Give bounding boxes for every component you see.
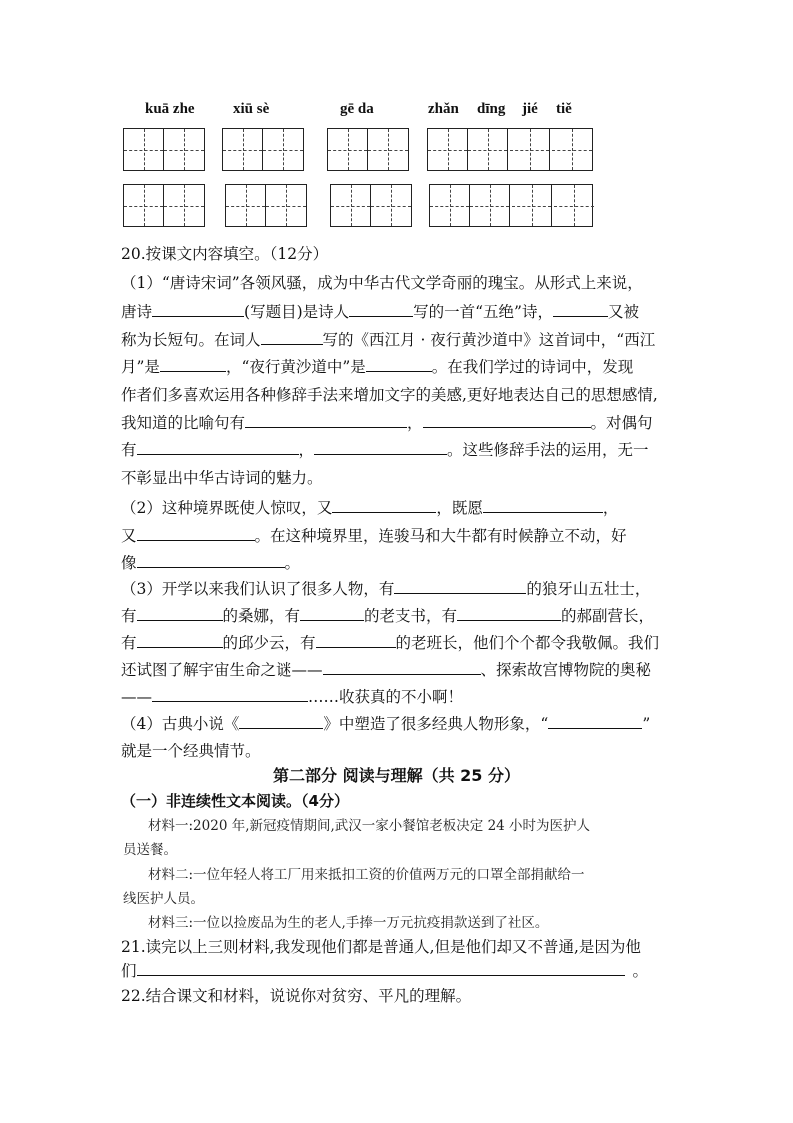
writing-grid[interactable] [225, 184, 307, 227]
writing-grid[interactable] [123, 184, 205, 227]
q22-line: 22.结合课文和材料，说说你对贫穷、平凡的理解。 [121, 987, 472, 1005]
material-3-line1: 材料三:一位以捡废品为生的老人,手捧一万元抗疫捐款送到了社区。 [148, 915, 549, 931]
blank[interactable] [245, 413, 407, 428]
material-2-line1: 材料二:一位年轻人将工厂用来抵扣工资的价值两万元的口罩全部捐献给一 [148, 867, 585, 883]
q20-p1-line7: 有 ， 。这些修辞手法的运用，无一 [121, 441, 649, 459]
q20-p3-line3: 有 的邱少云，有 的老班长，他们个个都令我敬佩。我们 [121, 634, 660, 652]
q20-p3-line1: （3）开学以来我们认识了很多人物，有 的狼牙山五壮士， [121, 580, 651, 598]
blank[interactable] [314, 440, 447, 455]
writing-grid[interactable] [429, 184, 593, 227]
q20-heading: 20.按课文内容填空。（12分） [121, 245, 329, 263]
blank[interactable] [323, 660, 481, 675]
pinyin-tie: tiě [556, 101, 572, 117]
blank[interactable] [349, 302, 413, 317]
q20-p2-line1: （2）这种境界既使人惊叹，又 ，既愿 ， [121, 499, 619, 517]
q20-p1-line2: 唐诗 (写题目)是诗人 写的一首“五绝”诗， 又被 [121, 303, 639, 321]
writing-grid[interactable] [330, 184, 412, 227]
q20-p3-line4: 还试图了解宇宙生命之谜—— 、探索故宫博物院的奥秘 [121, 661, 652, 679]
q20-p4-line2: 就是一个经典情节。 [121, 742, 261, 760]
part2-title: 第二部分 阅读与理解（共 25 分） [273, 766, 520, 785]
blank[interactable] [261, 330, 323, 345]
pinyin-zhan: zhǎn [428, 101, 459, 117]
blank[interactable] [548, 714, 642, 729]
writing-grid[interactable] [222, 128, 304, 171]
blank[interactable] [300, 606, 364, 621]
writing-grid[interactable] [123, 128, 205, 171]
q20-p1-line8: 不彰显出中华古诗词的魅力。 [121, 469, 323, 487]
section1-title: （一）非连续性文本阅读。（4分） [121, 792, 349, 810]
q20-p1-line6: 我知道的比喻句有 ， 。对偶句 [121, 414, 653, 432]
material-1-line1: 材料一:2020 年,新冠疫情期间,武汉一家小餐馆老板决定 24 小时为医护人 [148, 818, 591, 834]
blank[interactable] [152, 302, 244, 317]
q20-p1-line1: （1）“唐诗宋词”各领风骚，成为中华古代文学奇丽的瑰宝。从形式上来说， [121, 274, 643, 292]
q20-p1-line3: 称为长短句。在词人 写的《西江月 · 夜行黄沙道中》这首词中，“西江 [121, 331, 656, 349]
blank[interactable] [160, 357, 226, 372]
pinyin-kua-zhe: kuā zhe [145, 101, 195, 117]
blank[interactable] [332, 498, 436, 513]
pinyin-ge-da: gē da [340, 101, 374, 117]
blank[interactable] [394, 579, 526, 594]
q20-p4-line1: （4）古典小说《 》中塑造了很多经典人物形象，“ ” [121, 715, 651, 733]
blank[interactable] [239, 714, 323, 729]
writing-grid[interactable] [327, 128, 409, 171]
pinyin-ding: dīng [477, 101, 506, 117]
blank[interactable] [137, 526, 255, 541]
material-2-line2: 线医护人员。 [123, 891, 204, 907]
pinyin-xiu-se: xiū sè [233, 101, 270, 117]
q20-p1-line4: 月”是 ，“夜行黄沙道中”是 。在我们学过的诗词中，发现 [121, 358, 634, 376]
blank[interactable] [137, 606, 223, 621]
q20-p2-line3: 像 。 [121, 554, 301, 572]
writing-grid[interactable] [427, 128, 593, 171]
blank[interactable] [457, 606, 561, 621]
blank[interactable] [316, 633, 396, 648]
q20-p2-line2: 又 。在这种境界里，连骏马和大牛都有时候静立不动，好 [121, 527, 627, 545]
blank[interactable] [423, 413, 591, 428]
q20-p3-line2: 有 的桑娜，有 的老支书，有 的郝副营长， [121, 607, 655, 625]
answer-blank[interactable] [137, 961, 625, 976]
q21-line2: 们 。 [121, 962, 649, 980]
q21-line1: 21.读完以上三则材料,我发现他们都是普通人,但是他们却又不普通,是因为他 [121, 938, 641, 956]
blank[interactable] [137, 553, 285, 568]
blank[interactable] [137, 440, 299, 455]
pinyin-jie: jié [522, 101, 538, 117]
blank[interactable] [137, 633, 223, 648]
blank[interactable] [553, 302, 608, 317]
blank[interactable] [483, 498, 603, 513]
q20-p1-line5: 作者们多喜欢运用各种修辞手法来增加文字的美感,更好地表达自己的思想感情, [121, 386, 658, 404]
blank[interactable] [152, 687, 308, 702]
q20-p3-line5: —— ……收获真的不小啊！ [121, 688, 464, 706]
material-1-line2: 员送餐。 [123, 842, 177, 858]
blank[interactable] [366, 357, 432, 372]
